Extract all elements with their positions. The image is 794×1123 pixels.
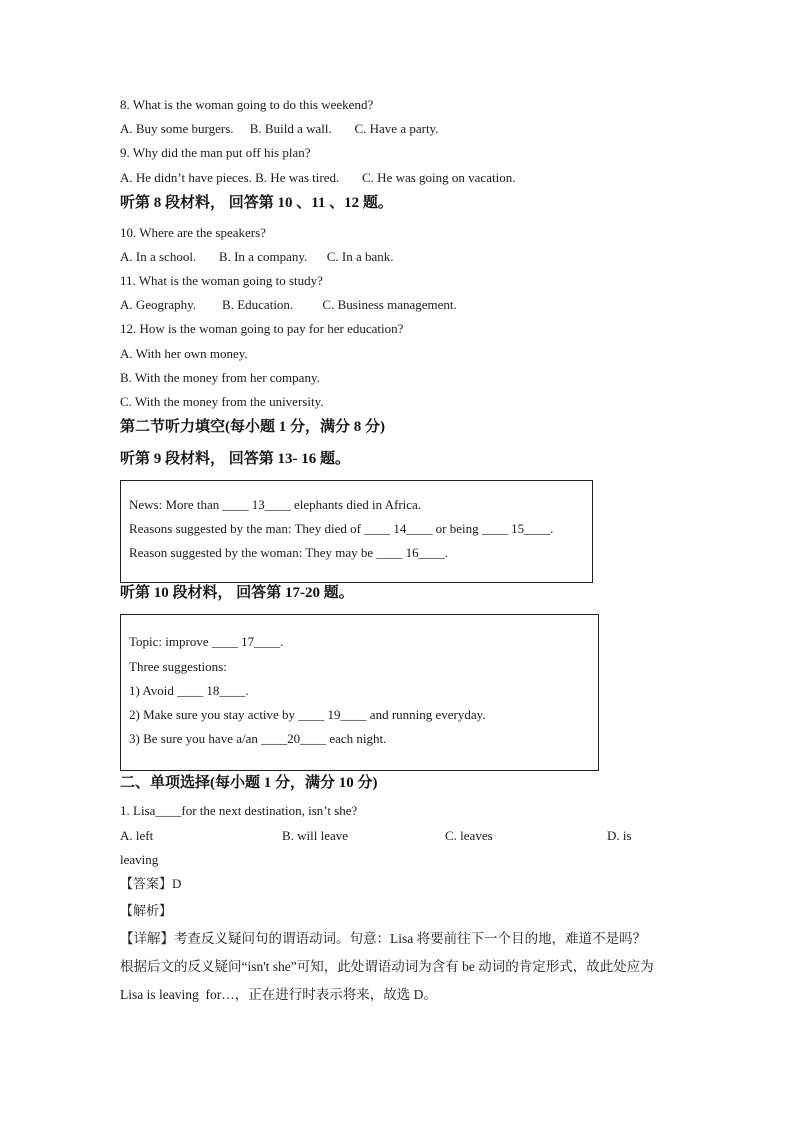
section-8-heading: 听第 8 段材料， 回答第 10 、11 、12 题。 (120, 195, 393, 211)
question-11: 11. What is the woman going to study? (120, 273, 323, 288)
box-2-line-4: 2) Make sure you stay active by ____ 19____ and running everyday. (129, 707, 486, 722)
mc-1-option-b: B. will leave (282, 828, 349, 843)
fill-in-box-section-9 (120, 480, 593, 583)
question-10-options: A. In a school. B. In a company. C. In a bank. (120, 249, 394, 264)
question-9: 9. Why did the man put off his plan? (120, 145, 311, 160)
box-2-line-5: 3) Be sure you have a/an ____20____ each night. (129, 731, 387, 746)
box-2-line-3: 1) Avoid ____ 18____. (129, 683, 249, 698)
mc-1-option-d-continued: leaving (120, 852, 159, 867)
box-1-line-3: Reason suggested by the woman: They may be ____ 16____. (129, 545, 448, 560)
mc-1-option-a: A. left (120, 828, 154, 843)
answer-label: 【答案】D (120, 876, 182, 891)
question-12-option-c: C. With the money from the university. (120, 394, 324, 409)
box-2-line-1: Topic: improve ____ 17____. (129, 634, 284, 649)
explanation-line-2: 根据后文的反义疑问“isn't she”可知，此处谓语动词为含有 be 动词的肯定形式，故此处应为 (120, 959, 654, 974)
fill-in-box-section-10 (120, 614, 599, 771)
section-9-heading: 听第 9 段材料， 回答第 13- 16 题。 (120, 451, 350, 467)
mc-1-option-c: C. leaves (445, 828, 493, 843)
single-choice-heading: 二、单项选择(每小题 1 分，满分 10 分) (120, 775, 378, 791)
question-8: 8. What is the woman going to do this weekend? (120, 97, 374, 112)
question-8-options: A. Buy some burgers. B. Build a wall. C. Have a party. (120, 121, 439, 136)
explanation-line-3: Lisa is leaving for…，正在进行时表示将来，故选 D。 (120, 987, 437, 1002)
question-12-option-b: B. With the money from her company. (120, 370, 320, 385)
part-2-heading: 第二节听力填空(每小题 1 分，满分 8 分) (120, 419, 385, 435)
box-1-line-2: Reasons suggested by the man: They died of ____ 14____ or being ____ 15____. (129, 521, 554, 536)
box-2-line-2: Three suggestions: (129, 659, 227, 674)
question-9-options: A. He didn’t have pieces. B. He was tired. C. He was going on vacation. (120, 170, 516, 185)
explanation-line-1: 【详解】考查反义疑问句的谓语动词。句意：Lisa 将要前往下一个目的地，难道不是吗？ (120, 931, 647, 946)
section-10-heading: 听第 10 段材料， 回答第 17-20 题。 (120, 585, 354, 601)
question-12: 12. How is the woman going to pay for her education? (120, 321, 404, 336)
question-12-option-a: A. With her own money. (120, 346, 248, 361)
box-1-line-1: News: More than ____ 13____ elephants died in Africa. (129, 497, 422, 512)
mc-1-option-d: D. is (607, 828, 632, 843)
analysis-label: 【解析】 (120, 903, 173, 918)
question-11-options: A. Geography. B. Education. C. Business management. (120, 297, 457, 312)
question-10: 10. Where are the speakers? (120, 225, 266, 240)
mc-question-1: 1. Lisa____for the next destination, isn’t she? (120, 803, 358, 818)
